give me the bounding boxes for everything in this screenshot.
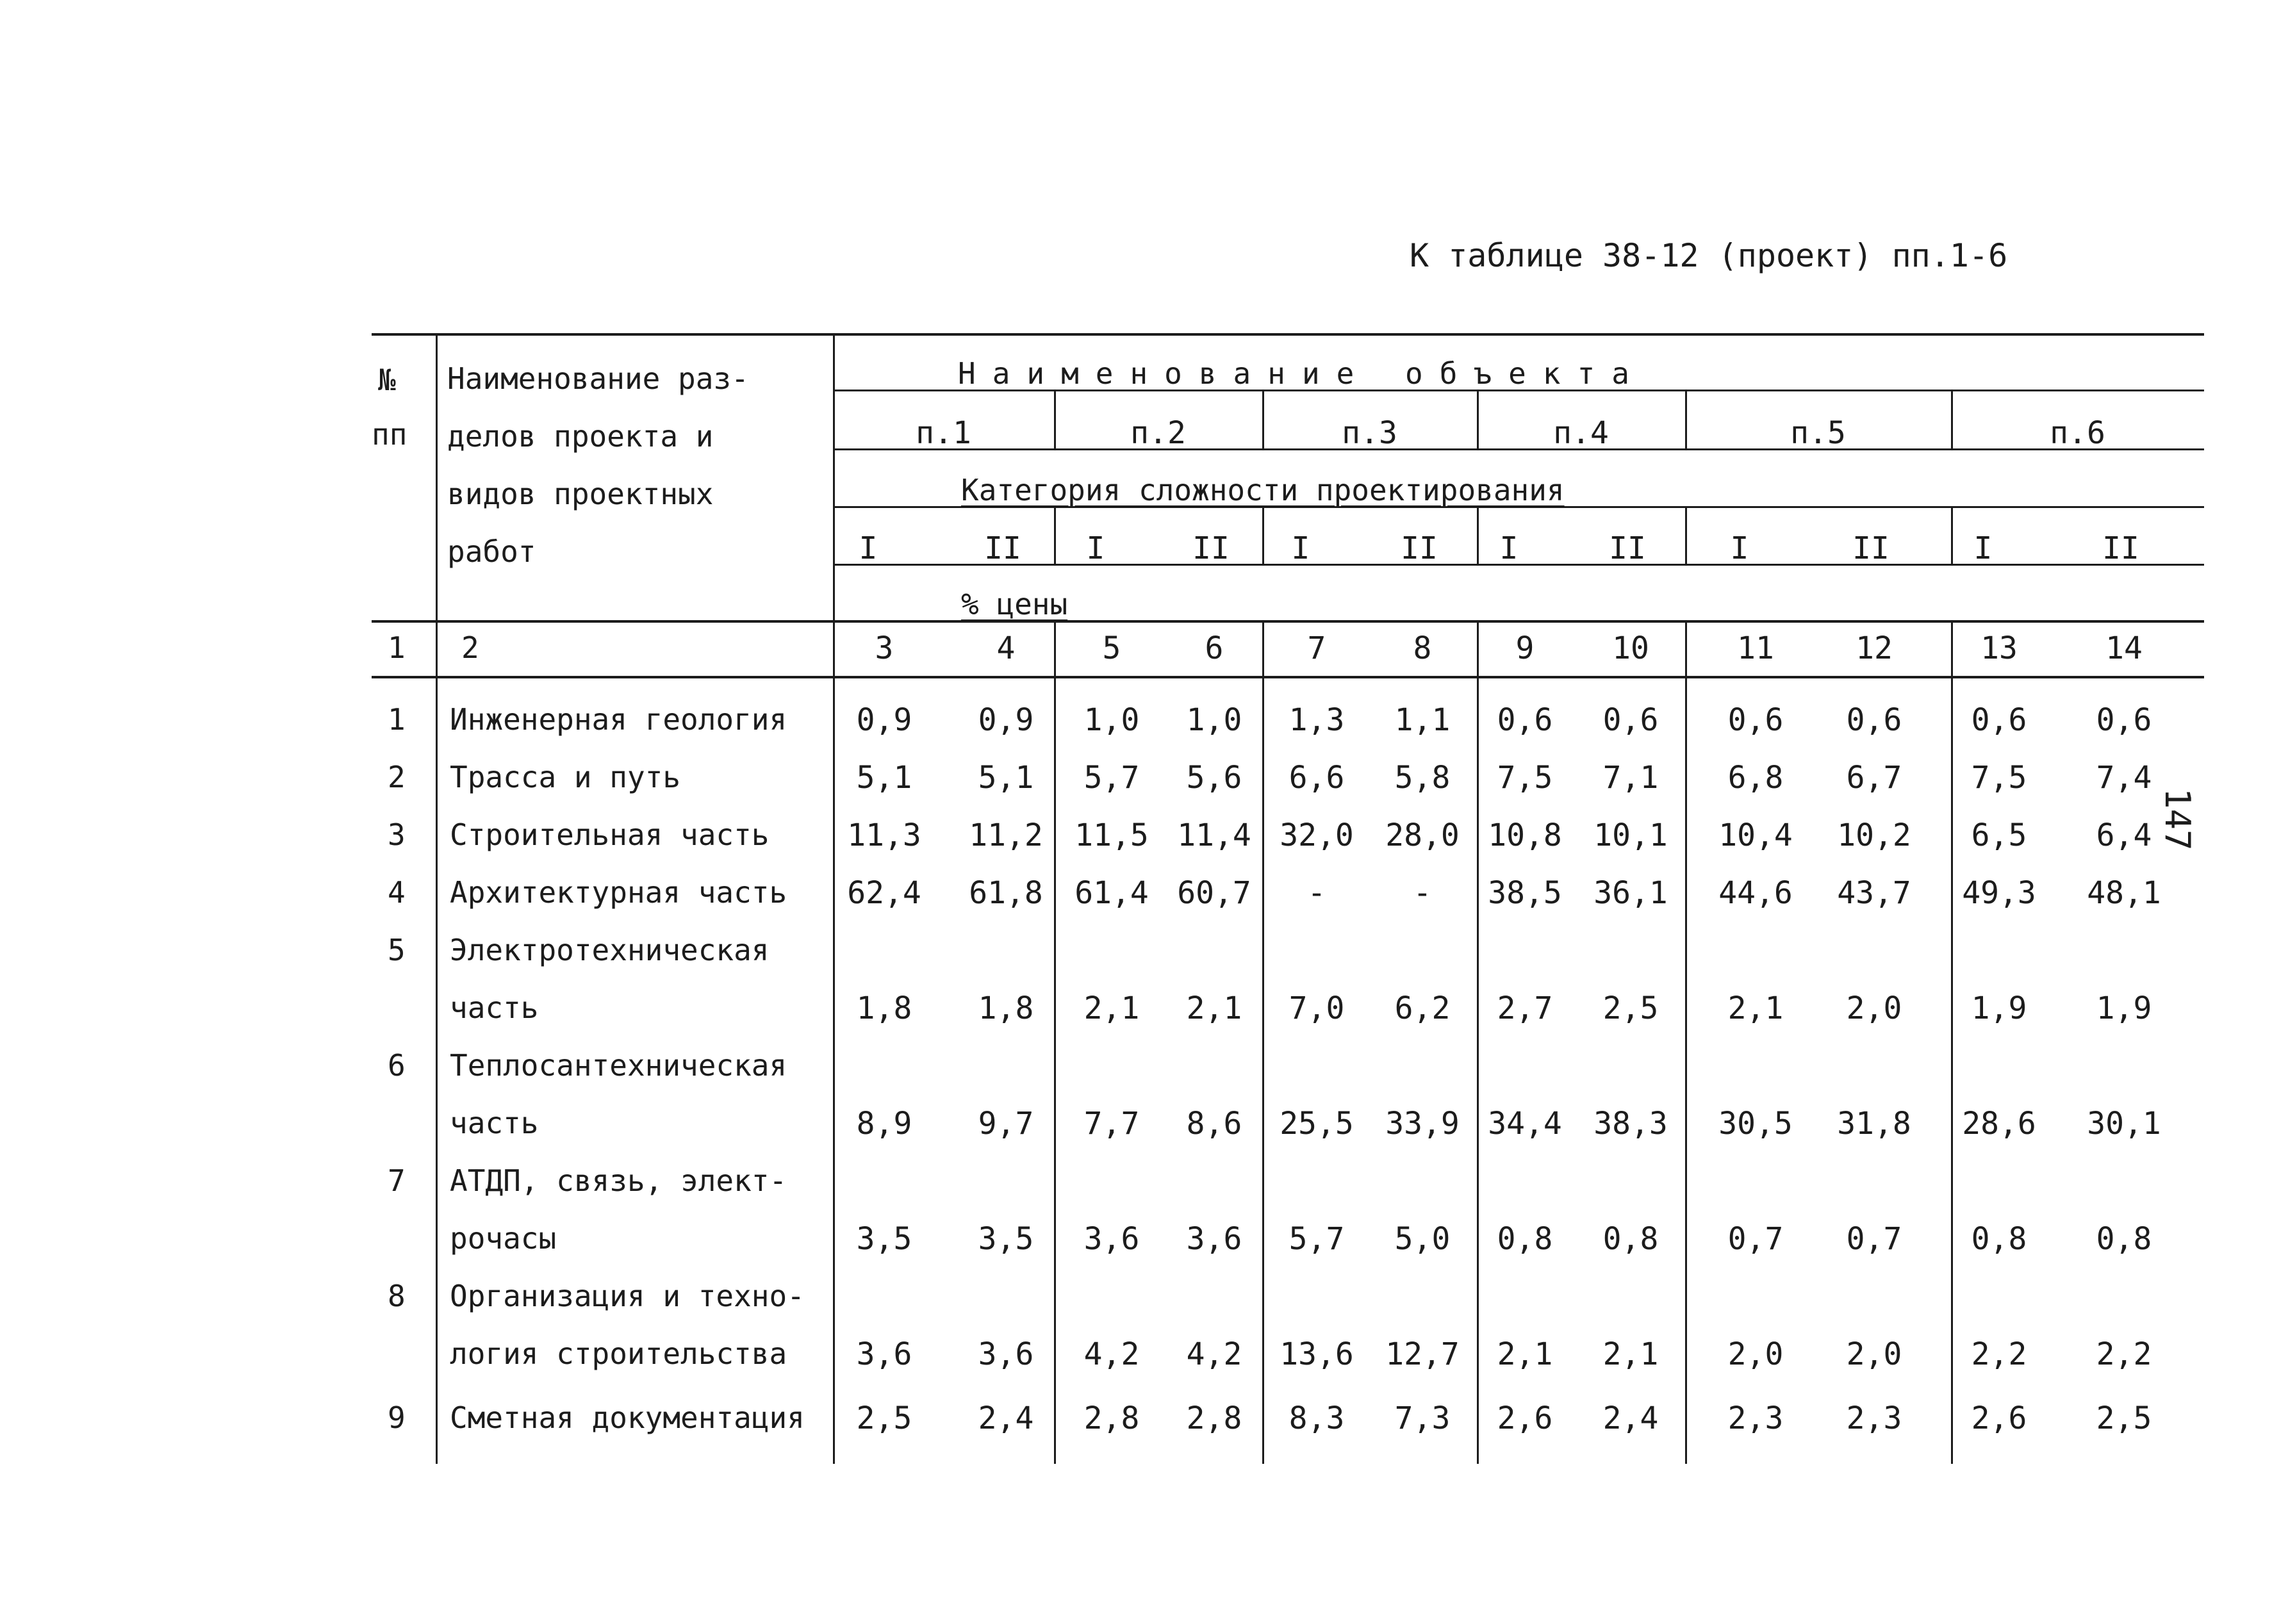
category-label: II — [1401, 530, 1438, 566]
row-value: 49,3 — [1962, 875, 2036, 911]
row-value: 2,5 — [1602, 990, 1659, 1026]
object-divider-5 — [1951, 390, 1953, 448]
category-divider-3 — [1477, 506, 1479, 564]
row-value: 1,3 — [1288, 702, 1345, 738]
row-value: 1,8 — [978, 990, 1034, 1026]
row-value: 60,7 — [1177, 875, 1251, 911]
row-value: 3,6 — [1083, 1221, 1140, 1257]
row-value: 7,0 — [1288, 990, 1345, 1026]
row-value: 30,5 — [1718, 1106, 1793, 1142]
row-name: часть — [450, 1106, 539, 1140]
row-value: 7,5 — [1971, 760, 2027, 796]
row-name: рочасы — [450, 1221, 557, 1256]
group-divider-2 — [1262, 620, 1264, 1464]
row-value: 0,6 — [1727, 702, 1784, 738]
category-label: II — [1609, 530, 1646, 566]
row-value: 7,4 — [2096, 760, 2152, 796]
column-number: 10 — [1612, 630, 1649, 666]
category-label: II — [984, 530, 1021, 566]
category-label: I — [1973, 530, 1993, 566]
row-value: 2,5 — [2096, 1400, 2152, 1436]
row-value: 2,5 — [856, 1400, 912, 1436]
row-value: 1,0 — [1083, 702, 1140, 738]
object-title: Наименование объекта — [958, 356, 1646, 391]
header-no-label: пп — [372, 417, 407, 452]
row-value: 5,8 — [1394, 760, 1451, 796]
row-value: 4,2 — [1186, 1336, 1242, 1372]
column-number: 2 — [461, 630, 479, 665]
row-value: 61,4 — [1074, 875, 1149, 911]
column-number: 12 — [1856, 630, 1893, 666]
row-value: 13,6 — [1280, 1336, 1354, 1372]
name-column-divider — [436, 333, 438, 1464]
row-name: Архитектурная часть — [450, 875, 787, 910]
row-value: 43,7 — [1837, 875, 1911, 911]
row-name: Инженерная геология — [450, 702, 787, 737]
row-name: Теплосантехническая — [450, 1048, 787, 1083]
column-number: 5 — [1102, 630, 1121, 666]
row-number: 1 — [388, 702, 406, 737]
object-label: п.5 — [1790, 415, 1846, 451]
row-value: 2,6 — [1497, 1400, 1553, 1436]
row-value: 32,0 — [1280, 817, 1354, 853]
row-value: 2,4 — [1602, 1400, 1659, 1436]
row-value: 2,0 — [1846, 990, 1902, 1026]
category-label: I — [859, 530, 878, 566]
row-value: 0,7 — [1727, 1221, 1784, 1257]
row-name: Строительная часть — [450, 817, 770, 852]
row-number: 5 — [388, 933, 406, 967]
row-value: 0,7 — [1846, 1221, 1902, 1257]
object-label: п.1 — [916, 415, 971, 451]
row-value: 3,6 — [856, 1336, 912, 1372]
row-value: 0,9 — [978, 702, 1034, 738]
category-divider-2 — [1262, 506, 1264, 564]
row-value: 1,9 — [1971, 990, 2027, 1026]
category-divider-4 — [1685, 506, 1687, 564]
data-column-divider — [833, 333, 835, 1464]
row-value: 1,9 — [2096, 990, 2152, 1026]
row-value: 2,1 — [1186, 990, 1242, 1026]
header-bottom-rule — [372, 620, 2204, 623]
row-value: 2,4 — [978, 1400, 1034, 1436]
row-value: 11,5 — [1074, 817, 1149, 853]
row-value: 3,5 — [856, 1221, 912, 1257]
object-divider-2 — [1262, 390, 1264, 448]
category-title: Категория сложности проектирования — [961, 473, 1565, 507]
row-value: 8,6 — [1186, 1106, 1242, 1142]
row-value: 7,1 — [1602, 760, 1659, 796]
row-value: 9,7 — [978, 1106, 1034, 1142]
row-number: 4 — [388, 875, 406, 910]
row-value: 44,6 — [1718, 875, 1793, 911]
row-number: 7 — [388, 1163, 406, 1198]
object-label: п.2 — [1130, 415, 1186, 451]
page-number: 147 — [2157, 788, 2198, 851]
row-value: 6,5 — [1971, 817, 2027, 853]
row-value: 0,6 — [2096, 702, 2152, 738]
category-label: II — [2102, 530, 2139, 566]
row-value: 28,6 — [1962, 1106, 2036, 1142]
row-value: 10,4 — [1718, 817, 1793, 853]
row-value: 5,7 — [1083, 760, 1140, 796]
row-name: часть — [450, 990, 539, 1025]
row-name: Сметная документация — [450, 1400, 805, 1435]
row-value: 10,2 — [1837, 817, 1911, 853]
row-number: 2 — [388, 760, 406, 794]
row-value: - — [1413, 875, 1432, 911]
row-value: 2,1 — [1727, 990, 1784, 1026]
row-value: 0,9 — [856, 702, 912, 738]
row-value: 5,1 — [856, 760, 912, 796]
row-value: 0,6 — [1497, 702, 1553, 738]
row-value: 48,1 — [2087, 875, 2161, 911]
row-value: 25,5 — [1280, 1106, 1354, 1142]
row-value: 62,4 — [847, 875, 921, 911]
row-value: 2,1 — [1497, 1336, 1553, 1372]
row-value: 6,2 — [1394, 990, 1451, 1026]
object-label: п.4 — [1553, 415, 1609, 451]
row-value: 2,2 — [1971, 1336, 2027, 1372]
category-label: I — [1291, 530, 1310, 566]
column-number: 7 — [1307, 630, 1326, 666]
row-value: 30,1 — [2087, 1106, 2161, 1142]
row-value: 6,8 — [1727, 760, 1784, 796]
header-name-line: Наименование раз- — [447, 361, 749, 396]
row-value: 3,6 — [1186, 1221, 1242, 1257]
row-value: 8,9 — [856, 1106, 912, 1142]
group-divider-1 — [1054, 620, 1056, 1464]
row-value: 36,1 — [1593, 875, 1668, 911]
row-name: Организация и техно- — [450, 1279, 805, 1313]
row-value: 38,5 — [1488, 875, 1562, 911]
row-value: 10,1 — [1593, 817, 1668, 853]
object-divider-3 — [1477, 390, 1479, 448]
row-value: 2,1 — [1602, 1336, 1659, 1372]
row-value: 2,8 — [1186, 1400, 1242, 1436]
row-value: 8,3 — [1288, 1400, 1345, 1436]
row-value: 0,8 — [1497, 1221, 1553, 1257]
unit-label: % цены — [961, 587, 1068, 621]
row-value: 5,0 — [1394, 1221, 1451, 1257]
row-value: 7,5 — [1497, 760, 1553, 796]
object-label: п.6 — [2050, 415, 2105, 451]
column-number: 1 — [388, 630, 406, 665]
row-value: 28,0 — [1385, 817, 1460, 853]
object-label: п.3 — [1342, 415, 1397, 451]
header-no-symbol: № — [378, 363, 396, 397]
column-number: 14 — [2105, 630, 2143, 666]
row-value: 2,3 — [1846, 1400, 1902, 1436]
category-divider-5 — [1951, 506, 1953, 564]
row-value: 1,1 — [1394, 702, 1451, 738]
row-value: 6,4 — [2096, 817, 2152, 853]
category-label: I — [1086, 530, 1105, 566]
row-value: 0,6 — [1846, 702, 1902, 738]
row-value: 5,7 — [1288, 1221, 1345, 1257]
row-value: 2,7 — [1497, 990, 1553, 1026]
row-value: 12,7 — [1385, 1336, 1460, 1372]
row-value: 31,8 — [1837, 1106, 1911, 1142]
category-label: II — [1192, 530, 1230, 566]
row-value: - — [1307, 875, 1326, 911]
row-value: 0,8 — [1602, 1221, 1659, 1257]
group-divider-3 — [1477, 620, 1479, 1464]
row-number: 9 — [388, 1400, 406, 1435]
header-name-line: делов проекта и — [447, 419, 714, 454]
column-number: 6 — [1205, 630, 1224, 666]
column-number: 4 — [996, 630, 1016, 666]
object-divider-4 — [1685, 390, 1687, 448]
column-number: 8 — [1413, 630, 1432, 666]
categories-rule — [833, 564, 2204, 566]
column-numbers-rule — [372, 676, 2204, 678]
row-name: АТДП, связь, элект- — [450, 1163, 787, 1198]
category-divider-1 — [1054, 506, 1056, 564]
row-value: 2,1 — [1083, 990, 1140, 1026]
category-label: I — [1730, 530, 1749, 566]
row-value: 38,3 — [1593, 1106, 1668, 1142]
column-number: 11 — [1737, 630, 1774, 666]
row-value: 33,9 — [1385, 1106, 1460, 1142]
column-number: 9 — [1515, 630, 1535, 666]
category-label: II — [1852, 530, 1889, 566]
row-value: 0,6 — [1602, 702, 1659, 738]
row-value: 2,8 — [1083, 1400, 1140, 1436]
row-value: 6,7 — [1846, 760, 1902, 796]
row-value: 2,0 — [1727, 1336, 1784, 1372]
column-number: 13 — [1980, 630, 2018, 666]
row-name: логия строительства — [450, 1336, 787, 1371]
row-value: 4,2 — [1083, 1336, 1140, 1372]
row-value: 2,6 — [1971, 1400, 2027, 1436]
row-number: 6 — [388, 1048, 406, 1083]
row-value: 3,6 — [978, 1336, 1034, 1372]
row-value: 3,5 — [978, 1221, 1034, 1257]
row-value: 5,6 — [1186, 760, 1242, 796]
row-name: Электротехническая — [450, 933, 770, 967]
row-value: 61,8 — [969, 875, 1043, 911]
object-divider-1 — [1054, 390, 1056, 448]
row-name: Трасса и путь — [450, 760, 681, 794]
group-divider-4 — [1685, 620, 1687, 1464]
objects-rule — [833, 448, 2204, 450]
category-label: I — [1499, 530, 1519, 566]
row-value: 7,3 — [1394, 1400, 1451, 1436]
row-number: 3 — [388, 817, 406, 852]
row-value: 2,2 — [2096, 1336, 2152, 1372]
row-number: 8 — [388, 1279, 406, 1313]
table-caption: К таблице 38-12 (проект) пп.1-6 — [1410, 237, 2008, 274]
row-value: 7,7 — [1083, 1106, 1140, 1142]
row-value: 6,6 — [1288, 760, 1345, 796]
header-name-line: видов проектных — [447, 477, 714, 511]
column-number: 3 — [875, 630, 894, 666]
row-value: 10,8 — [1488, 817, 1562, 853]
row-value: 0,8 — [2096, 1221, 2152, 1257]
row-value: 2,0 — [1846, 1336, 1902, 1372]
row-value: 11,3 — [847, 817, 921, 853]
row-value: 0,6 — [1971, 702, 2027, 738]
row-value: 34,4 — [1488, 1106, 1562, 1142]
row-value: 0,8 — [1971, 1221, 2027, 1257]
group-divider-5 — [1951, 620, 1953, 1464]
table-top-rule — [372, 333, 2204, 336]
row-value: 11,2 — [969, 817, 1043, 853]
header-name-line: работ — [447, 534, 536, 569]
row-value: 2,3 — [1727, 1400, 1784, 1436]
row-value: 11,4 — [1177, 817, 1251, 853]
row-value: 5,1 — [978, 760, 1034, 796]
row-value: 1,0 — [1186, 702, 1242, 738]
row-value: 1,8 — [856, 990, 912, 1026]
